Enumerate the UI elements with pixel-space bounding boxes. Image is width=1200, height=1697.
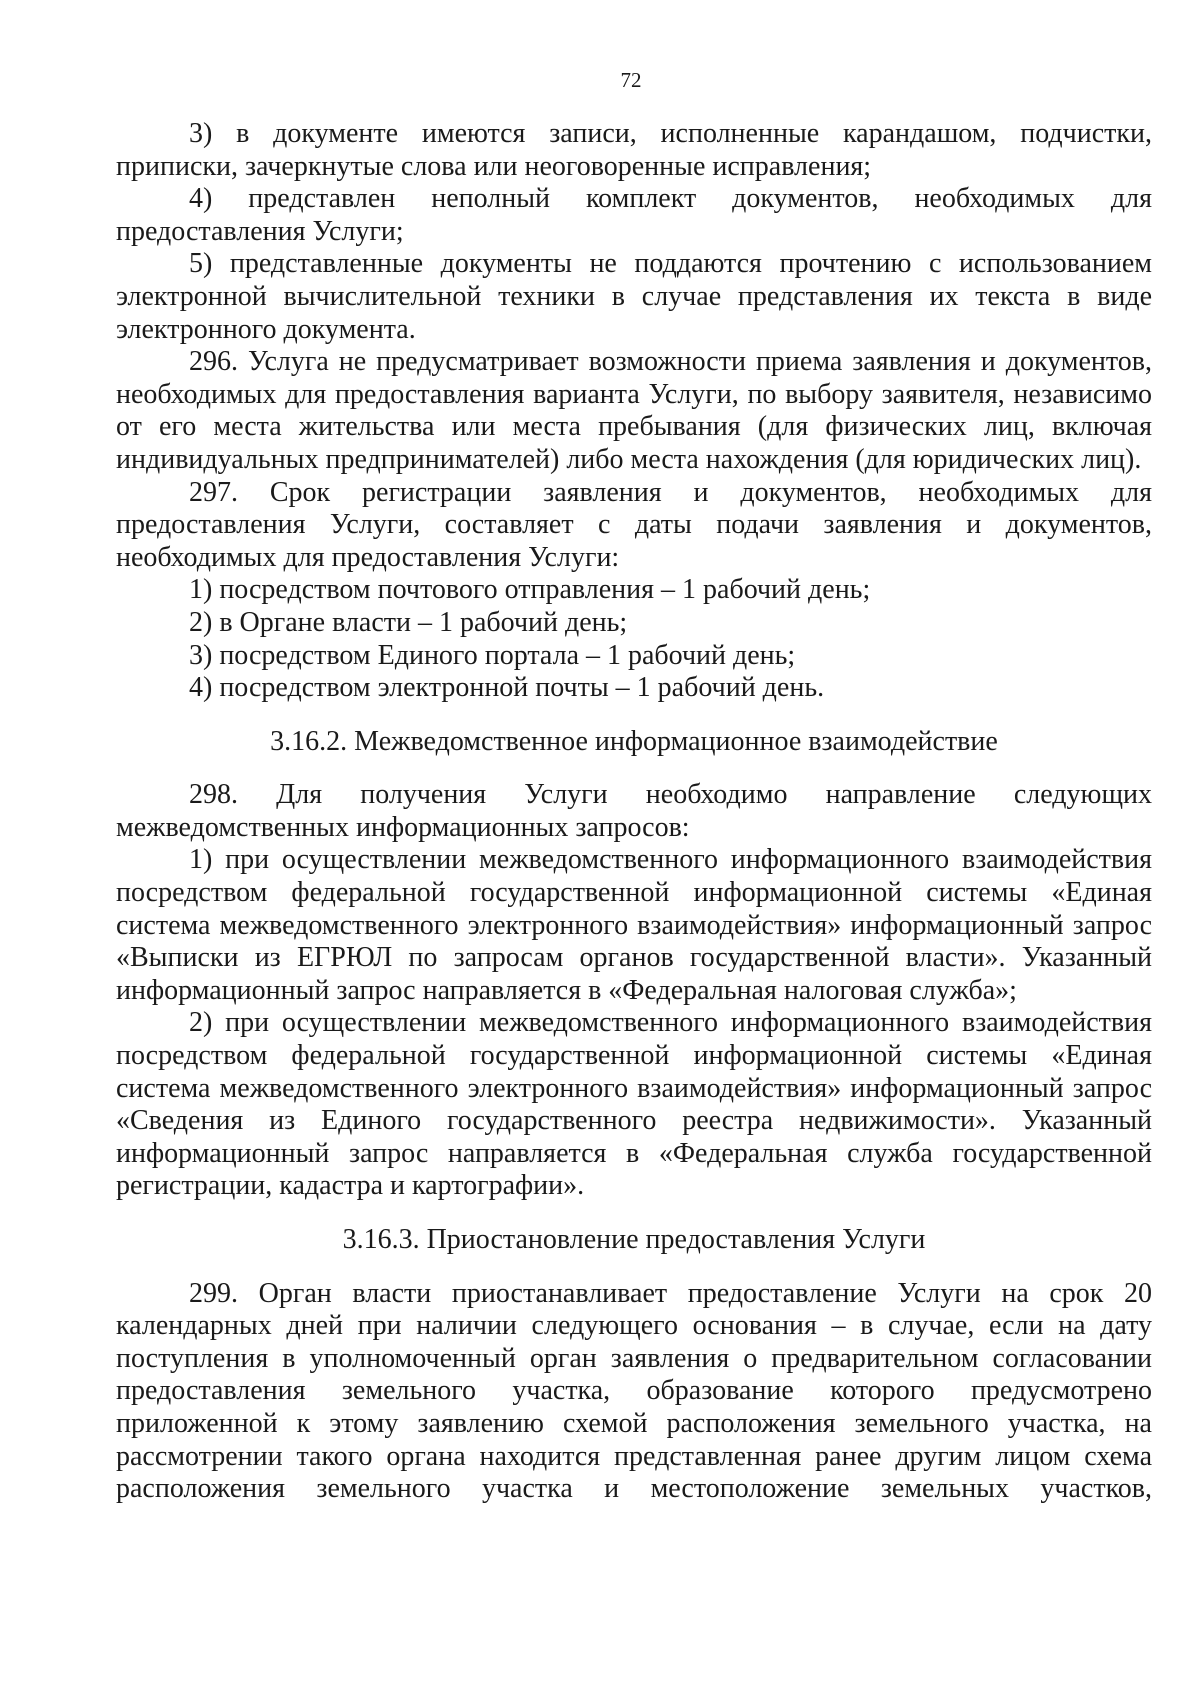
paragraph-297-item-3: 3) посредством Единого портала – 1 рабочий день;	[189, 639, 796, 671]
paragraph-298-item-1: 1) при осуществлении межведомственного информационного взаимодействия посредством федеральной государственной информационной системы «Единая система межведомственного электронного взаимодействия» информационный запрос «Выписки из ЕГРЮЛ по запросам органов государственной власти». Указанный информационный запрос направляется в «Федеральная налоговая служба»;	[116, 844, 1152, 1006]
document-body	[116, 118, 1152, 1506]
section-heading-3-16-3: 3.16.3. Приостановление предоставления Услуги	[342, 1224, 926, 1255]
paragraph-299: 299. Орган власти приостанавливает предоставление Услуги на срок 20 календарных дней при наличии следующего основания – в случае, если на дату поступления в уполномоченный орган заявления о предварительном согласовании предоставления земельного участка, образование которого предусмотрено приложенной к этому заявлению схемой расположения земельного участка, на рассмотрении такого органа находится представленная ранее другим лицом схема расположения земельного участка и местоположение земельных участков,	[116, 1277, 1152, 1505]
paragraph-298-item-2: 2) при осуществлении межведомственного информационного взаимодействия посредством федеральной государственной информационной системы «Единая система межведомственного электронного взаимодействия» информационный запрос «Сведения из Единого государственного реестра недвижимости». Указанный информационный запрос направляется в «Федеральная служба государственной регистрации, кадастра и картографии».	[116, 1007, 1152, 1202]
section-heading-3-16-2: 3.16.2. Межведомственное информационное взаимодействие	[270, 725, 998, 757]
paragraph-item-4: 4) представлен неполный комплект документов, необходимых для предоставления Услуги;	[116, 183, 1152, 247]
paragraph-297: 297. Срок регистрации заявления и документов, необходимых для предоставления Услуги, составляет с даты подачи заявления и документов, необходимых для предоставления Услуги:	[116, 476, 1152, 573]
paragraph-296: 296. Услуга не предусматривает возможности приема заявления и документов, необходимых для предоставления варианта Услуги, по выбору заявителя, независимо от его места жительства или места пребывания (для физических лиц, включая индивидуальных предпринимателей) либо места нахождения (для юридических лиц).	[116, 346, 1152, 475]
page-number: 72	[620, 68, 642, 92]
paragraph-item-3: 3) в документе имеются записи, исполненные карандашом, подчистки, приписки, зачеркнутые слова или неоговоренные исправления;	[116, 118, 1152, 182]
paragraph-297-item-2: 2) в Органе власти – 1 рабочий день;	[189, 606, 628, 638]
paragraph-297-item-1: 1) посредством почтового отправления – 1 рабочий день;	[189, 574, 871, 606]
paragraph-298: 298. Для получения Услуги необходимо направление следующих межведомственных информационных запросов:	[116, 779, 1152, 843]
paragraph-297-item-4: 4) посредством электронной почты – 1 рабочий день.	[189, 672, 825, 704]
paragraph-item-5: 5) представленные документы не поддаются прочтению с использованием электронной вычислительной техники в случае представления их текста в виде электронного документа.	[116, 248, 1152, 345]
